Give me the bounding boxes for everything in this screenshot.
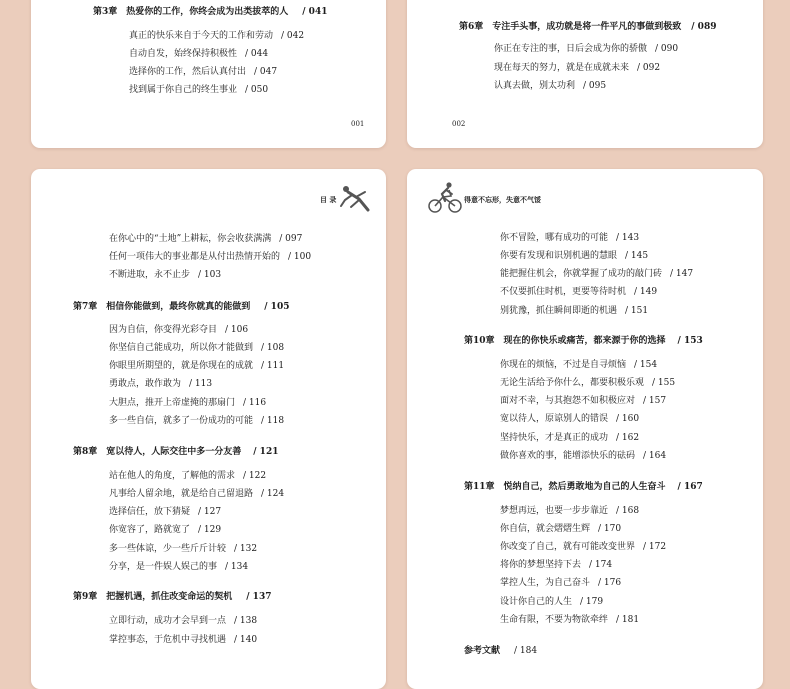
item-page: / 124 (261, 489, 285, 499)
chapter-title: 第10章 现在的你快乐或痛苦，都来源于你的选择 (464, 336, 666, 346)
chapter-7-entry[interactable] (73, 301, 289, 313)
item-title: 任何一项伟大的事业都是从付出热情开始的 (109, 252, 281, 262)
item-page: / 181 (616, 615, 640, 625)
item-title: 自动自发，始终保持积极性 (129, 49, 238, 59)
toc-item[interactable] (109, 561, 248, 573)
toc-item[interactable] (500, 305, 648, 317)
item-title: 你要有发现和识别机遇的慧眼 (500, 251, 618, 261)
toc-item[interactable] (500, 250, 648, 262)
item-title: 认真去做，别太功利 (494, 81, 576, 91)
chapter-page: / 121 (253, 447, 279, 457)
toc-item[interactable] (109, 360, 284, 372)
toc-item[interactable] (494, 80, 606, 92)
item-page: / 157 (643, 396, 667, 406)
toc-item[interactable] (494, 62, 660, 74)
item-title: 做你喜欢的事，能增添快乐的砝码 (500, 451, 636, 461)
item-page: / 154 (634, 360, 658, 370)
toc-item[interactable] (109, 470, 266, 482)
item-title: 在你心中的“土地”上耕耘，你会收获满满 (109, 234, 272, 244)
toc-item[interactable] (500, 432, 639, 444)
item-page: / 140 (234, 635, 258, 645)
item-page: / 118 (261, 416, 285, 426)
chapter-6-entry[interactable] (459, 21, 716, 33)
toc-item[interactable] (500, 268, 693, 280)
item-page: / 106 (225, 325, 249, 335)
item-title: 生命有限，不要为物欲牵绊 (500, 615, 609, 625)
item-page: / 174 (589, 560, 613, 570)
item-title: 你改变了自己，就有可能改变世界 (500, 542, 636, 552)
item-title: 设计你自己的人生 (500, 597, 573, 607)
toc-item[interactable] (109, 524, 221, 536)
item-page: / 097 (279, 234, 303, 244)
item-page: / 113 (189, 379, 213, 389)
item-page: / 176 (598, 578, 622, 588)
item-page: / 132 (234, 544, 258, 554)
toc-page-right (407, 169, 763, 689)
toc-page-002 (407, 0, 763, 148)
chapter-page: / 089 (691, 22, 717, 32)
item-page: / 100 (288, 252, 312, 262)
toc-item[interactable] (500, 413, 639, 425)
references-page: / 184 (514, 646, 538, 656)
item-title: 多一些自信，就多了一份成功的可能 (109, 416, 254, 426)
item-page: / 168 (616, 506, 640, 516)
toc-item[interactable] (109, 543, 257, 555)
item-page: / 160 (616, 414, 640, 424)
toc-item[interactable] (500, 377, 675, 389)
item-page: / 145 (625, 251, 649, 261)
item-title: 别犹豫，抓住瞬间即逝的机遇 (500, 306, 618, 316)
item-title: 选择你的工作，然后认真付出 (129, 67, 247, 77)
chapter-title: 第8章 宽以待人，人际交往中多一分友善 (73, 447, 242, 457)
toc-item[interactable] (494, 43, 678, 55)
chapter-title: 第6章 专注手头事，成功就是将一件平凡的事做到极致 (459, 22, 682, 32)
toc-item[interactable] (500, 596, 603, 608)
toc-item[interactable] (500, 541, 666, 553)
running-header: 得意不忘形，失意不气馁 (464, 195, 541, 204)
item-page: / 164 (643, 451, 667, 461)
item-title: 能把握住机会，你就掌握了成功的敲门砖 (500, 269, 663, 279)
item-page: / 172 (643, 542, 667, 552)
item-title: 无论生活给予你什么，都要积极乐观 (500, 378, 645, 388)
chapter-title: 第11章 悦纳自己，然后勇敢地为自己的人生奋斗 (464, 482, 666, 492)
item-page: / 155 (652, 378, 676, 388)
item-page: / 134 (225, 562, 249, 572)
item-title: 因为自信，你变得光彩夺目 (109, 325, 218, 335)
item-title: 站在他人的角度，了解他的需求 (109, 471, 236, 481)
item-page: / 103 (198, 270, 222, 280)
toc-item[interactable] (500, 614, 639, 626)
item-title: 坚持快乐，才是真正的成功 (500, 433, 609, 443)
item-title: 掌控人生，为自己奋斗 (500, 578, 591, 588)
toc-page-001 (31, 0, 386, 148)
item-title: 掌控事态，于危机中寻找机遇 (109, 635, 227, 645)
item-title: 你坚信自己能成功，所以你才能做到 (109, 343, 254, 353)
chapter-page: / 153 (677, 336, 703, 346)
chapter-10-entry[interactable] (464, 335, 703, 347)
toc-item[interactable] (129, 48, 268, 60)
item-title: 将你的梦想坚持下去 (500, 560, 582, 570)
chapter-title: 第7章 相信你能做到，最终你就真的能做到 (73, 302, 251, 312)
toc-item[interactable] (109, 506, 221, 518)
toc-item[interactable] (109, 378, 212, 390)
item-title: 真正的快乐来自于今天的工作和劳动 (129, 31, 274, 41)
item-title: 你不冒险，哪有成功的可能 (500, 233, 609, 243)
toc-item[interactable] (500, 559, 612, 571)
item-title: 不断进取，永不止步 (109, 270, 191, 280)
toc-item[interactable] (129, 30, 304, 42)
item-page: / 042 (281, 31, 305, 41)
item-page: / 149 (634, 287, 658, 297)
toc-item[interactable] (109, 415, 284, 427)
references-title: 参考文献 (464, 646, 501, 656)
item-page: / 127 (198, 507, 222, 517)
item-page: / 138 (234, 616, 258, 626)
item-page: / 170 (598, 524, 622, 534)
item-title: 凡事给人留余地，就是给自己留退路 (109, 489, 254, 499)
toc-item[interactable] (500, 359, 657, 371)
references-entry[interactable] (464, 645, 537, 657)
item-title: 你正在专注的事，日后会成为你的骄傲 (494, 44, 648, 54)
toc-item[interactable] (109, 488, 284, 500)
toc-item[interactable] (109, 615, 257, 627)
item-page: / 179 (580, 597, 604, 607)
item-page: / 116 (243, 398, 267, 408)
chapter-title: 第3章 热爱你的工作，你终会成为出类拔萃的人 (93, 7, 289, 17)
item-title: 立即行动，成功才会早到一点 (109, 616, 227, 626)
toc-item[interactable] (109, 233, 302, 245)
item-page: / 050 (245, 85, 269, 95)
item-title: 分享，是一件娱人娱己的事 (109, 562, 218, 572)
toc-item[interactable] (109, 342, 284, 354)
item-page: / 129 (198, 525, 222, 535)
item-page: / 108 (261, 343, 285, 353)
item-page: / 151 (625, 306, 649, 316)
chapter-title: 第9章 把握机遇，抓住改变命运的契机 (73, 592, 233, 602)
item-title: 找到属于你自己的终生事业 (129, 85, 238, 95)
item-title: 大胆点，推开上帝虚掩的那扇门 (109, 398, 236, 408)
chapter-page: / 137 (246, 592, 272, 602)
item-title: 勇敢点，敢作敢为 (109, 379, 182, 389)
item-title: 现在每天的努力，就是在成就未来 (494, 63, 630, 73)
item-title: 梦想再远，也要一步步靠近 (500, 506, 609, 516)
toc-item[interactable] (109, 634, 257, 646)
item-title: 你宽容了，路就宽了 (109, 525, 191, 535)
item-title: 面对不幸，与其抱怨不如积极应对 (500, 396, 636, 406)
chapter-8-entry[interactable] (73, 446, 278, 458)
cyclist-figure-icon (427, 181, 463, 215)
chapter-page: / 105 (264, 302, 290, 312)
item-page: / 095 (583, 81, 607, 91)
chapter-3-entry[interactable] (93, 6, 327, 18)
item-page: / 044 (245, 49, 269, 59)
toc-item[interactable] (500, 523, 621, 535)
chapter-page: / 041 (302, 7, 328, 17)
toc-item[interactable] (500, 232, 639, 244)
toc-item[interactable] (129, 84, 268, 96)
toc-item[interactable] (500, 286, 657, 298)
item-page: / 047 (254, 67, 278, 77)
item-page: / 092 (637, 63, 661, 73)
chapter-9-entry[interactable] (73, 591, 271, 603)
running-header: 目 录 (320, 195, 337, 204)
item-title: 你自信，就会熠熠生辉 (500, 524, 591, 534)
toc-page-left (31, 169, 386, 689)
item-title: 你现在的烦恼，不过是自寻烦恼 (500, 360, 627, 370)
item-page: / 162 (616, 433, 640, 443)
toc-item[interactable] (129, 66, 277, 78)
page-number: 002 (452, 120, 466, 128)
toc-item[interactable] (109, 397, 266, 409)
toc-item[interactable] (109, 269, 221, 281)
toc-item[interactable] (500, 395, 666, 407)
toc-item[interactable] (500, 577, 621, 589)
item-title: 宽以待人，原谅别人的错误 (500, 414, 609, 424)
item-page: / 111 (261, 361, 285, 371)
item-title: 你眼里所期望的，就是你现在的成就 (109, 361, 254, 371)
chapter-page: / 167 (677, 482, 703, 492)
chapter-11-entry[interactable] (464, 481, 703, 493)
item-page: / 143 (616, 233, 640, 243)
toc-item[interactable] (500, 505, 639, 517)
toc-item[interactable] (109, 324, 248, 336)
item-title: 多一些体谅，少一些斤斤计较 (109, 544, 227, 554)
item-title: 不仅要抓住时机，更要等待时机 (500, 287, 627, 297)
page-number: 001 (351, 120, 365, 128)
toc-item[interactable] (109, 251, 311, 263)
item-page: / 122 (243, 471, 267, 481)
item-page: / 147 (670, 269, 694, 279)
runner-figure-icon (338, 183, 372, 213)
toc-item[interactable] (500, 450, 666, 462)
item-page: / 090 (655, 44, 679, 54)
item-title: 选择信任，放下猜疑 (109, 507, 191, 517)
